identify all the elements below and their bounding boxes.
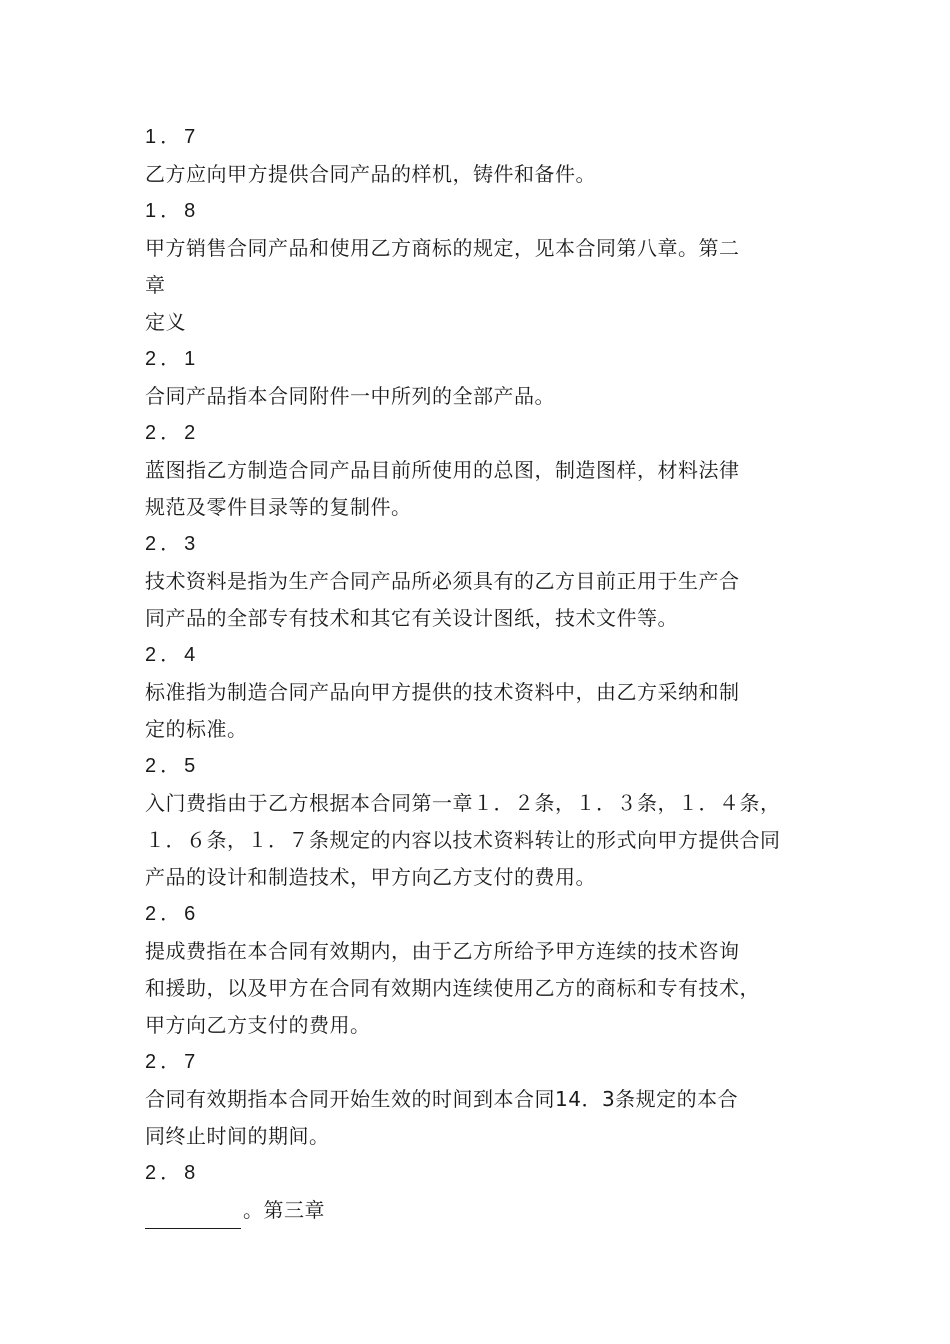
clause-text: 产品的设计和制造技术，甲方向乙方支付的费用。	[145, 865, 596, 889]
clause-text: 定的标准。	[145, 717, 248, 741]
clause-number: 2．4	[145, 644, 200, 666]
clause-number: 2．2	[145, 422, 200, 444]
clause-number: 2．1	[145, 348, 200, 370]
chapter-title: 定义	[145, 310, 186, 334]
clause-number: 2．3	[145, 533, 200, 555]
clause-text: 标准指为制造合同产品向甲方提供的技术资料中，由乙方采纳和制	[145, 680, 740, 704]
chapter-heading: 。第三章	[243, 1198, 325, 1222]
clause-text: 合同有效期指本合同开始生效的时间到本合同14．3条规定的本合	[145, 1087, 739, 1111]
clause-number: 1．7	[145, 126, 200, 148]
fill-in-blank[interactable]	[145, 1202, 241, 1229]
clause-text: 入门费指由于乙方根据本合同第一章１．２条，１．３条，１．４条，	[145, 791, 781, 815]
clause-number: 2．8	[145, 1162, 200, 1184]
clause-text: 规范及零件目录等的复制件。	[145, 495, 412, 519]
clause-text: １．６条，１．７条规定的内容以技术资料转让的形式向甲方提供合同	[145, 828, 781, 852]
clause-text: 提成费指在本合同有效期内，由于乙方所给予甲方连续的技术咨询	[145, 939, 740, 963]
clause-text: 技术资料是指为生产合同产品所必须具有的乙方目前正用于生产合	[145, 569, 740, 593]
clause-text: 甲方销售合同产品和使用乙方商标的规定，见本合同第八章。第二	[145, 236, 740, 260]
clause-text: 乙方应向甲方提供合同产品的样机，铸件和备件。	[145, 162, 596, 186]
clause-text: 甲方向乙方支付的费用。	[145, 1013, 371, 1037]
clause-text: 同终止时间的期间。	[145, 1124, 330, 1148]
clause-text: 合同产品指本合同附件一中所列的全部产品。	[145, 384, 555, 408]
clause-number: 2．7	[145, 1051, 200, 1073]
clause-number: 2．5	[145, 755, 200, 777]
clause-text: 章	[145, 273, 166, 297]
clause-text: 蓝图指乙方制造合同产品目前所使用的总图，制造图样，材料法律	[145, 458, 740, 482]
clause-number: 2．6	[145, 903, 200, 925]
document-page	[145, 119, 825, 1229]
clause-text: 和援助，以及甲方在合同有效期内连续使用乙方的商标和专有技术，	[145, 976, 760, 1000]
blank-clause	[145, 1192, 825, 1229]
clause-number: 1．8	[145, 200, 200, 222]
clause-text: 同产品的全部专有技术和其它有关设计图纸，技术文件等。	[145, 606, 678, 630]
